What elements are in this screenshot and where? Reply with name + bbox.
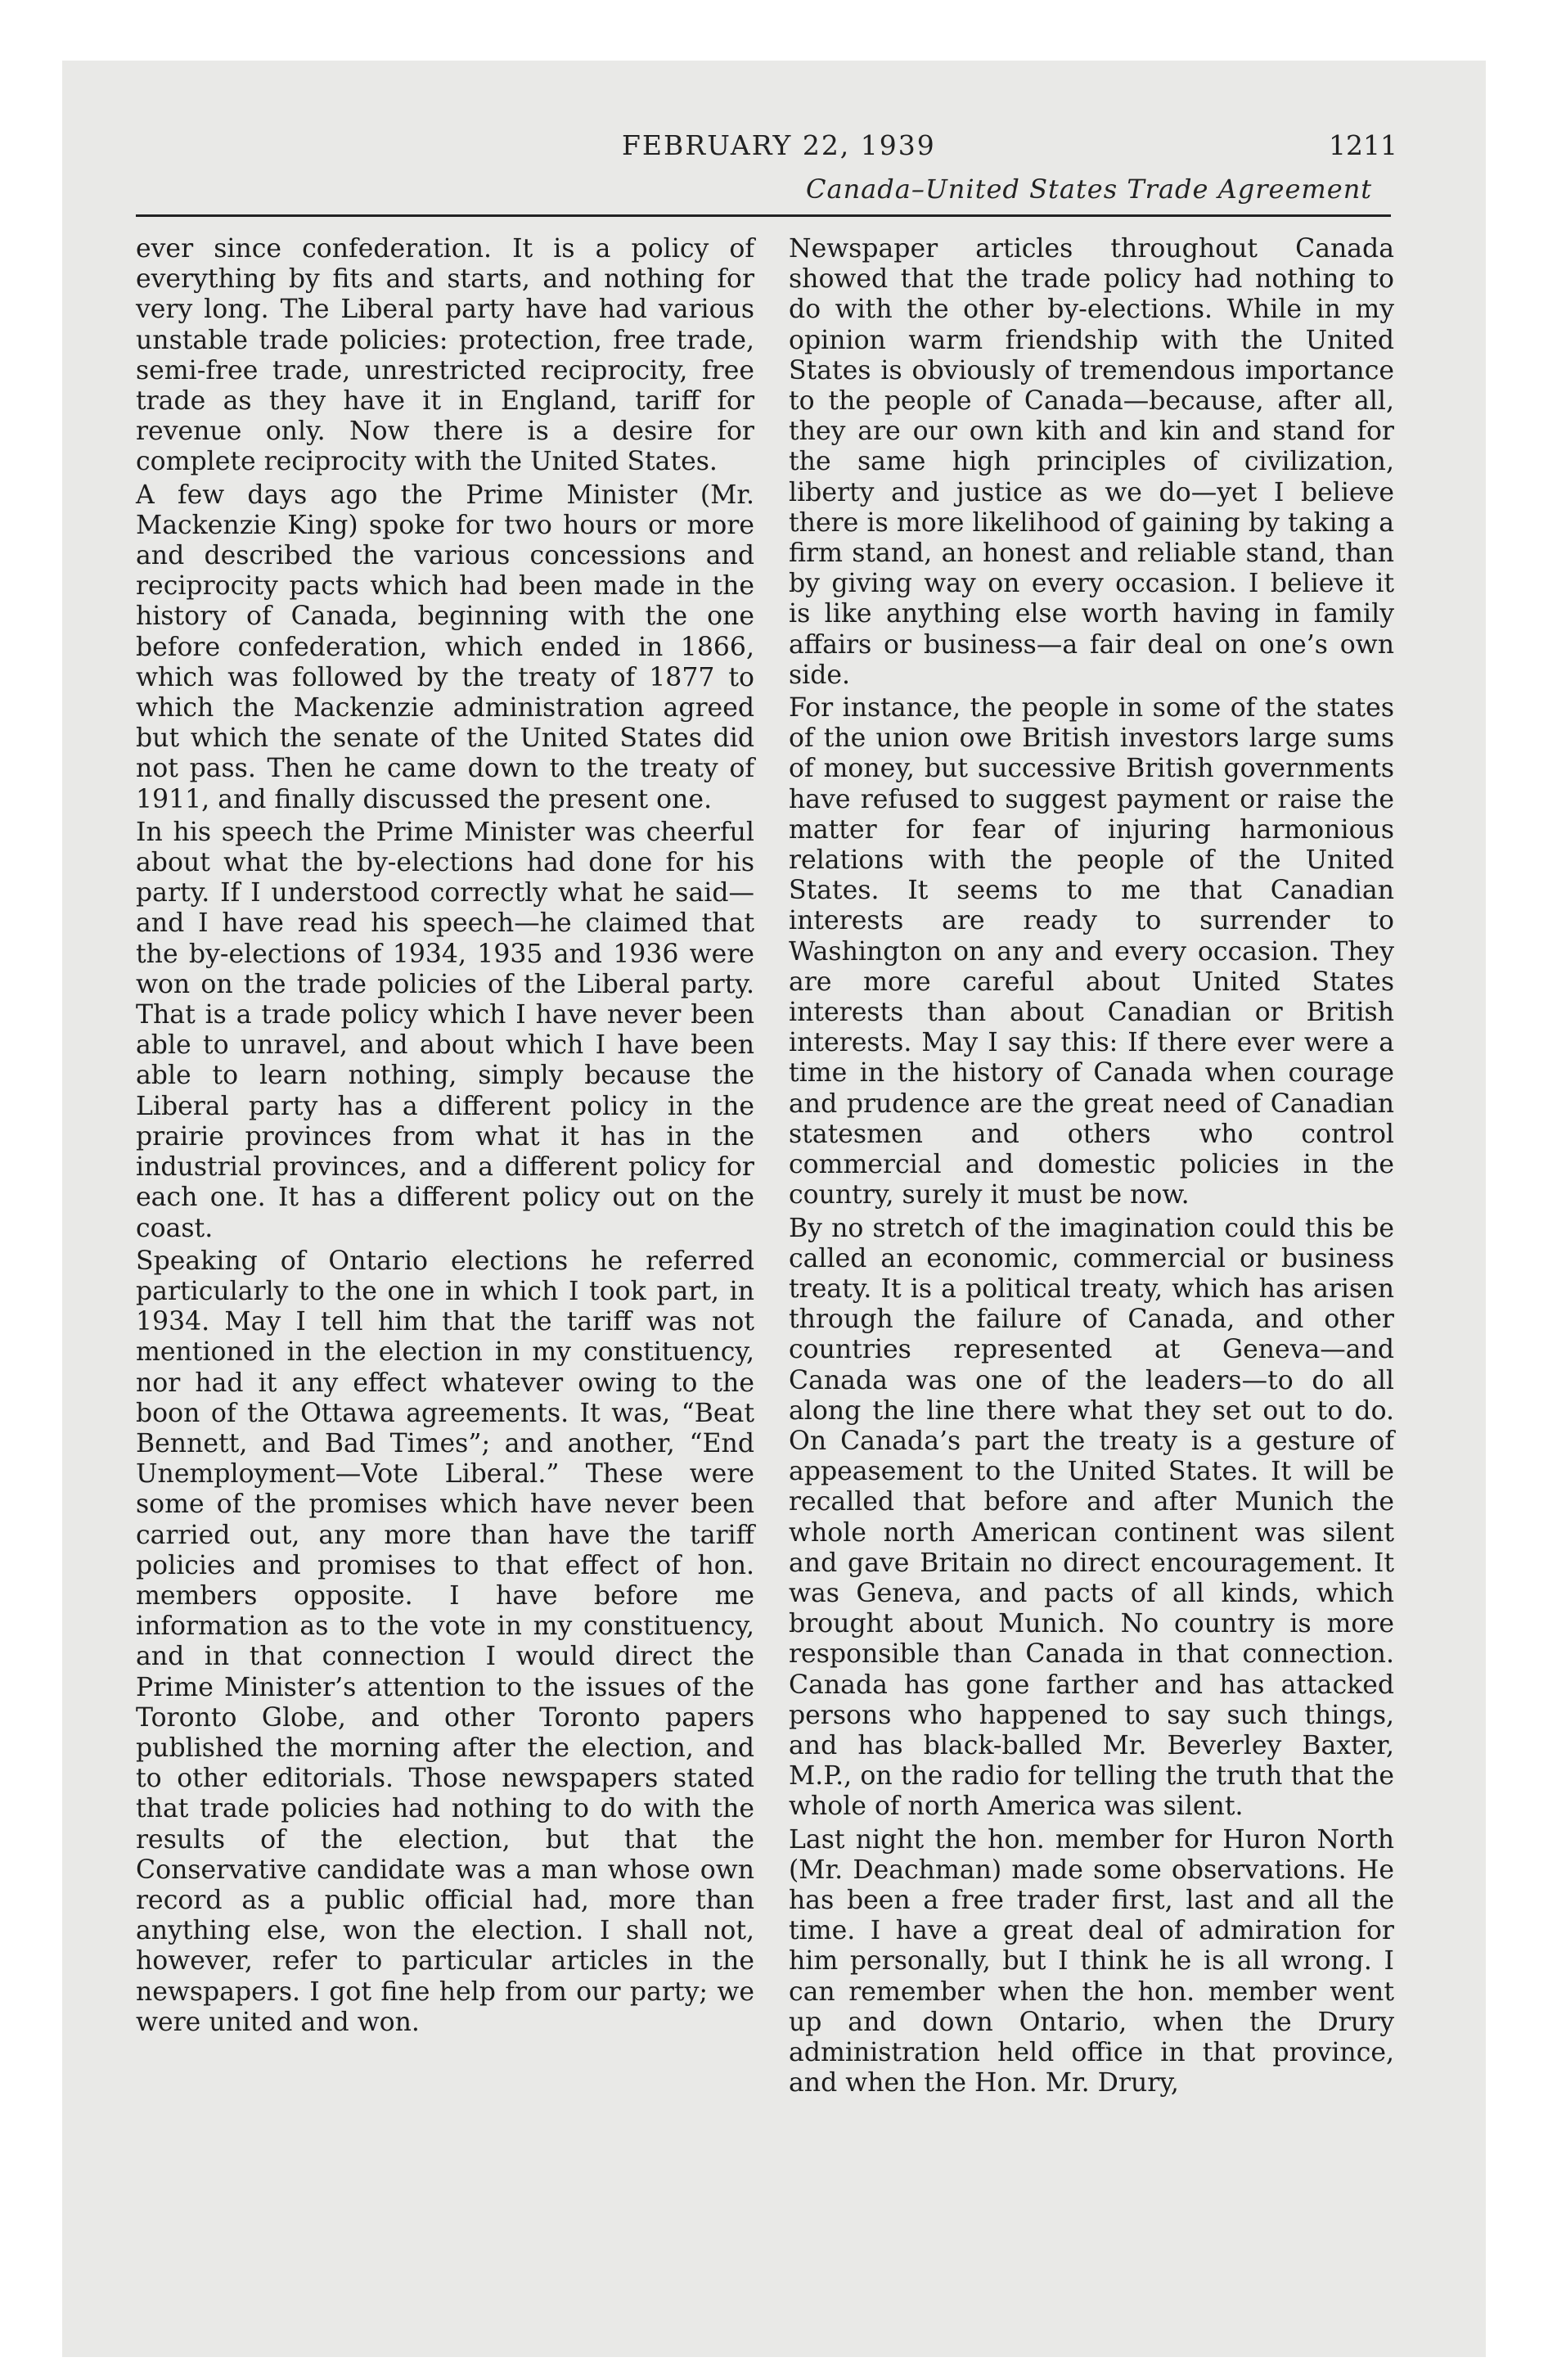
paragraph: Last night the hon. member for Huron North (Mr. Deachman) made some observations. He has been a free trader first, last and all the time. I have a great deal of admiration for him personally, but I think he is all wrong. I can remember when the hon. member went up and down Ontario, when the Drury administration held office in that province, and when the Hon. Mr. Drury, <box>789 1824 1394 2098</box>
right-column <box>789 234 1394 2101</box>
paragraph: For instance, the people in some of the states of the union owe British investors large sums of money, but successive British governments have refused to suggest payment or raise the matter for fear of injuring harmonious relations with the people of the United States. It seems to me that Canadian interests are ready to surrender to Washington on any and every occasion. They are more careful about United States interests than about Canadian or British interests. May I say this: If there ever were a time in the history of Canada when courage and prudence are the great need of Canadian statesmen and others who control commercial and domestic policies in the country, surely it must be now. <box>789 693 1394 1210</box>
header-rule <box>136 214 1391 217</box>
page-date: FEBRUARY 22, 1939 <box>622 129 936 161</box>
running-title: Canada–United States Trade Agreement <box>806 174 1373 205</box>
paragraph: Speaking of Ontario elections he referred particularly to the one in which I took part, in 1934. May I tell him that the tariff was not mentioned in the election in my constituency, nor had it any effect whatever owing to the boon of the Ottawa agreements. It was, “Beat Bennett, and Bad Times”; and another, “End Unemployment—Vote Liberal.” These were some of the promises which have never been carried out, any more than have the tariff policies and promises to that effect of hon. members opposite. I have before me information as to the vote in my constituency, and in that connection I would direct the Prime Minister’s attention to the issues of the Toronto Globe, and other Toronto papers published the morning after the election, and to other editorials. Those newspapers stated that trade policies had nothing to do with the results of the election, but that the Conservative candidate was a man whose own record as a public official had, more than anything else, won the election. I shall not, however, refer to particular articles in the newspapers. I got fine help from our party; we were united and won. <box>136 1246 754 2037</box>
page-number: 1211 <box>1329 129 1397 161</box>
left-column <box>136 234 754 2040</box>
paragraph: ever since confederation. It is a policy of everything by fits and starts, and nothing for very long. The Liberal party have had various unstable trade policies: protection, free trade, semi-free trade, unrestricted reciprocity, free trade as they have it in England, tariff for revenue only. Now there is a desire for complete reciprocity with the United States. <box>136 234 754 477</box>
paragraph: A few days ago the Prime Minister (Mr. Mackenzie King) spoke for two hours or more and described the various concessions and reciprocity pacts which had been made in the history of Canada, beginning with the one before confederation, which ended in 1866, which was followed by the treaty of 1877 to which the Mackenzie administration agreed but which the senate of the United States did not pass. Then he came down to the treaty of 1911, and finally discussed the present one. <box>136 480 754 814</box>
paragraph: By no stretch of the imagination could this be called an economic, commercial or business treaty. It is a political treaty, which has arisen through the failure of Canada, and other countries represented at Geneva—and Canada was one of the leaders—to do all along the line there what they set out to do. On Canada’s part the treaty is a gesture of appeasement to the United States. It will be recalled that before and after Munich the whole north American continent was silent and gave Britain no direct encouragement. It was Geneva, and pacts of all kinds, which brought about Munich. No country is more responsible than Canada in that connection. Canada has gone farther and has attacked persons who happened to say such things, and has black-balled Mr. Beverley Baxter, M.P., on the radio for telling the truth that the whole of north America was silent. <box>789 1213 1394 1822</box>
paragraph: Newspaper articles throughout Canada showed that the trade policy had nothing to do with the other by-elections. While in my opinion warm friendship with the United States is obviously of tremendous importance to the people of Canada—because, after all, they are our own kith and kin and stand for the same high principles of civilization, liberty and justice as we do—yet I believe there is more likelihood of gaining by taking a firm stand, an honest and reliable stand, than by giving way on every occasion. I believe it is like anything else worth having in family affairs or business—a fair deal on one’s own side. <box>789 234 1394 690</box>
paragraph: In his speech the Prime Minister was cheerful about what the by-elections had done for his party. If I understood correctly what he said—and I have read his speech—he claimed that the by-elections of 1934, 1935 and 1936 were won on the trade policies of the Liberal party. That is a trade policy which I have never been able to unravel, and about which I have been able to learn nothing, simply because the Liberal party has a different policy in the prairie provinces from what it has in the industrial provinces, and a different policy for each one. It has a different policy out on the coast. <box>136 817 754 1243</box>
